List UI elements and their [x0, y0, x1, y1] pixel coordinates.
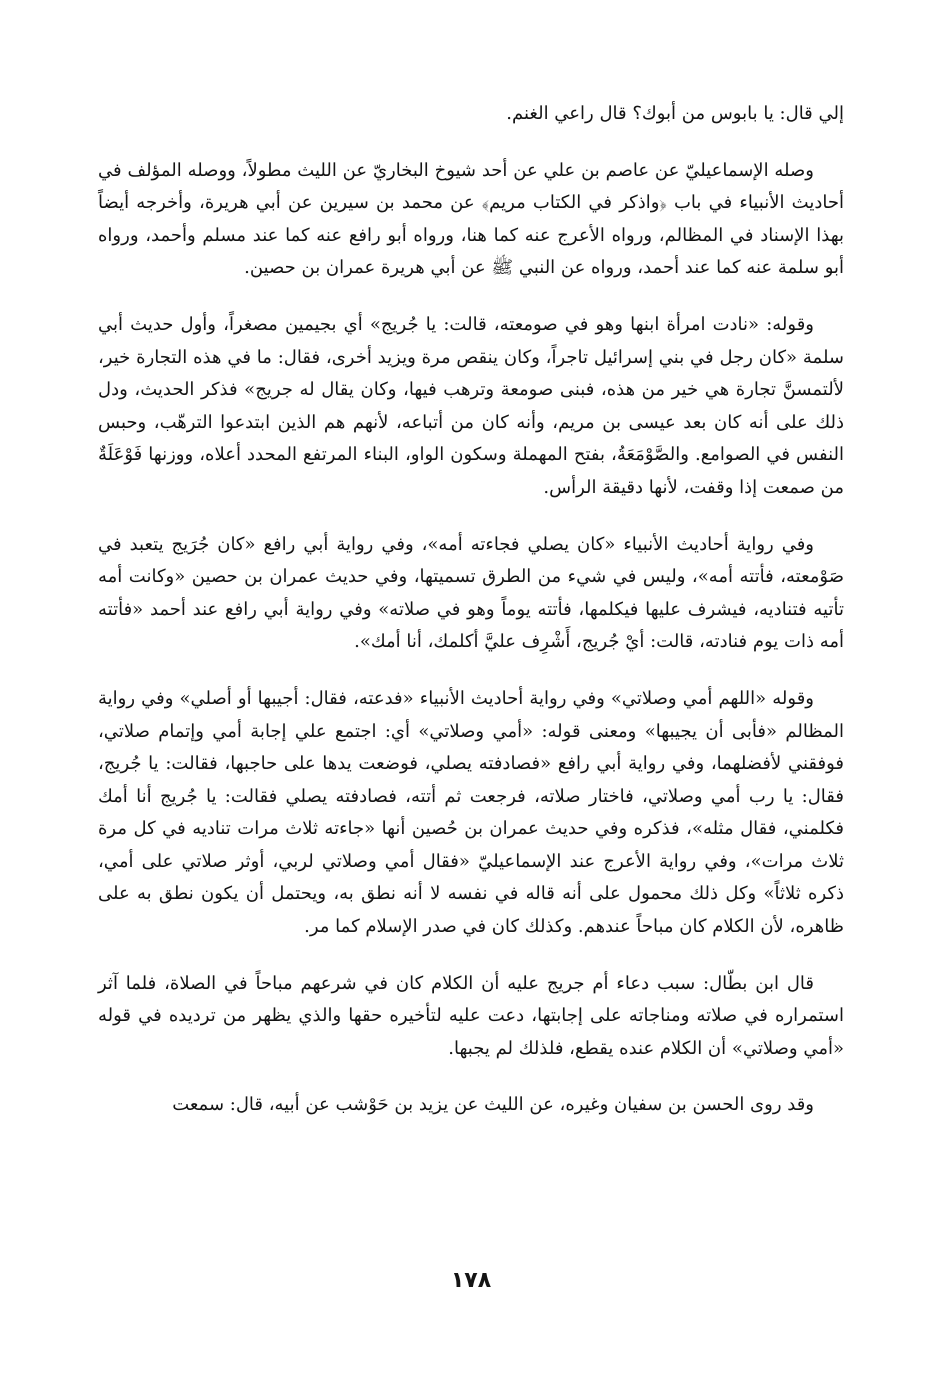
page-number: ١٧٨ [450, 1268, 492, 1293]
paragraph-3: وقوله: «نادت امرأة ابنها وهو في صومعته، قالت: يا جُريج» أي بجيمين مصغراً، وأول حديث أبي سلمة «كان رجل في بني إسرائيل تاجراً، وكان ينقص مرة ويزيد أخرى، فقال: ما في هذه التجارة خير، لألتمسنَّ تجارة هي خير من هذه، فبنى صومعة وترهب فيها، وكان يقال له جريج» فذكر الحديث، ودل ذلك على أنه كان بعد عيسى بن مريم، وأنه كان من أتباعه، لأنهم هم الذين ابتدعوا الترهّب، وحبس النفس في الصوامع. والصَّوْمَعَةُ، بفتح المهملة وسكون الواو، البناء المرتفع المحدد أعلاه، ووزنها فَوْعَلَةٌ من صمعت إذا وقفت، لأنها دقيقة الرأس. [98, 313, 844, 498]
book-page [98, 98, 844, 1293]
paragraph-5: وقوله «اللهم أمي وصلاتي» وفي رواية أحاديث الأنبياء «فدعته، فقال: أجيبها أو أصلي» وفي رواية المظالم «فأبى أن يجيبها» ومعنى قوله: «أمي وصلاتي» أي: اجتمع علي إجابة أمي وإتمام صلاتي، فوفقني لأفضلهما، وفي رواية أبي رافع «فصادفته يصلي، فوضعت يدها على حاجبها، فقالت: يا جُريج، فقال: يا رب أمي وصلاتي، فاختار صلاته، فرجعت ثم أتته، فصادفته يصلي فقالت: يا جُريج أنا أمك فكلمني، فقال مثله»، فذكره وفي حديث عمران بن حُصين أنها «جاءته ثلاث مرات تناديه في كل مرة ثلاث مرات»، وفي رواية الأعرج عند الإسماعيليّ «فقال أمي وصلاتي لربي، أوثر صلاتي على أمي، ذكره ثلاثاً» وكل ذلك محمول على أنه قاله في نفسه لا أنه نطق به، ويحتمل أن يكون نطق به على ظاهره، لأن الكلام كان مباحاً عندهم. وكذلك كان في صدر الإسلام كما مر. [98, 687, 844, 938]
paragraph-4: وفي رواية أحاديث الأنبياء «كان يصلي فجاءته أمه»، وفي رواية أبي رافع «كان جُرَيج يتعبد في صَوْمعته، فأتته أمه»، وليس في شيء من الطرق تسميتها، وفي حديث عمران بن حصين «وكانت أمه تأتيه فتناديه، فيشرف عليها فيكلمها، فأتته يوماً وهو في صلاته» وفي رواية أبي رافع عند أحمد «فأتته أمه ذات يوم فنادته، قالت: أيْ جُريج، أَشْرِف عليَّ أكلمك، أنا أمك». [98, 533, 844, 653]
paragraph-1: إلي قال: يا بابوس من أبوك؟ قال راعي الغنم. [506, 103, 844, 124]
paragraph-6: قال ابن بطّال: سبب دعاء أم جريج عليه أن الكلام كان في شرعهم مباحاً في الصلاة، فلما آثر استمراره في صلاته ومناجاته على إجابتها، دعت عليه لتأخيره حقها والذي يظهر من ترديده في قوله «أمي وصلاتي» أن الكلام عنده يقطع، فلذلك لم يجبها. [98, 972, 844, 1059]
paragraph-7: وقد روى الحسن بن سفيان وغيره، عن الليث عن يزيد بن حَوْشب عن أبيه، قال: سمعت [172, 1094, 814, 1116]
paragraph-2: وصله الإسماعيليّ عن عاصم بن علي عن أحد شيوخ البخاريّ عن الليث مطولاً، ووصله المؤلف في أحاديث الأنبياء في باب ﴿واذكر في الكتاب مريم﴾ عن محمد بن سيرين عن أبي هريرة، وأخرجه أيضاً بهذا الإسناد في المظالم، ورواه الأعرج عنه كما هنا، ورواه أبو رافع عنه كما عند مسلم وأحمد، ورواه أبو سلمة عنه كما عند أحمد، ورواه عن النبي ﷺ عن أبي هريرة عمران بن حصين. [98, 159, 844, 279]
